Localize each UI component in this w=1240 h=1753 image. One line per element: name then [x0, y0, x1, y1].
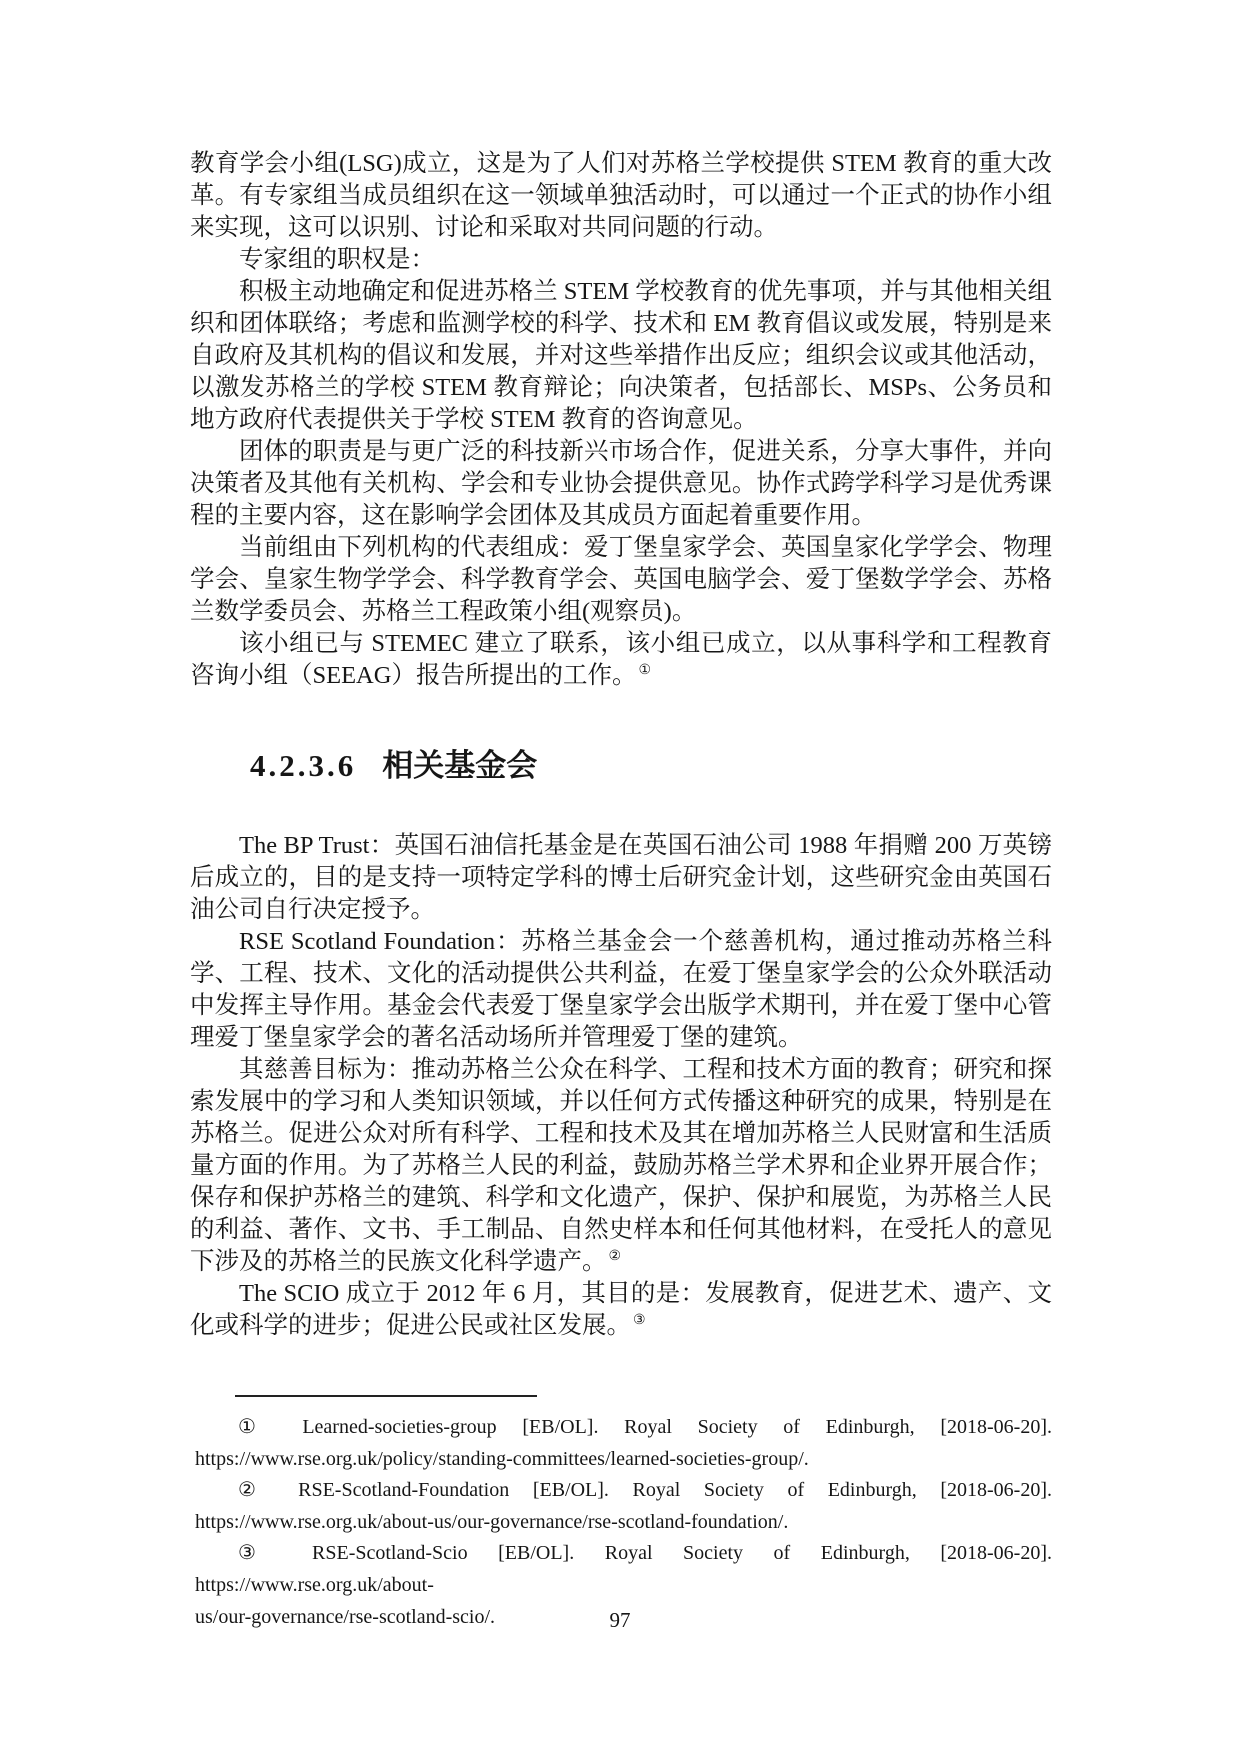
- footnote-separator: [235, 1395, 537, 1397]
- paragraph-text: 教育学会小组(LSG)成立，这是为了人们对苏格兰学校提供 STEM 教育的重大改革。有专家组当成员组织在这一领域单独活动时，可以通过一个正式的协作小组来实现，这可以识别、讨论和采取对共同问题的行动。: [190, 150, 1052, 241]
- section-heading: [190, 745, 1052, 787]
- footnote-citation: Learned-societies-group [EB/OL]. Royal Society of Edinburgh, [2018-06-20].: [302, 1416, 1052, 1438]
- paragraph-text: 其慈善目标为：推动苏格兰公众在科学、工程和技术方面的教育；研究和探索发展中的学习和人类知识领域，并以任何方式传播这种研究的成果，特别是在苏格兰。促进公众对所有科学、工程和技术及其在增加苏格兰人民财富和生活质量方面的作用。为了苏格兰人民的利益，鼓励苏格兰学术界和企业界开展合作；保存和保护苏格兰的建筑、科学和文化遗产，保护、保护和展览，为苏格兰人民的利益、著作、文书、手工制品、自然史样本和任何其他材料，在受托人的意见下涉及的苏格兰的民族文化科学遗产。: [190, 1056, 1052, 1275]
- paragraph-text: 专家组的职权是：: [239, 246, 435, 273]
- paragraph: [190, 1054, 1052, 1278]
- footnote-marker-1: ①: [238, 1416, 277, 1438]
- footnotes: [195, 1412, 1052, 1633]
- paragraph: [190, 436, 1052, 532]
- paragraph-text: The BP Trust：英国石油信托基金是在英国石油公司 1988 年捐赠 200 万英镑后成立的，目的是支持一项特定学科的博士后研究金计划，这些研究金由英国石油公司自行决定授予。: [190, 832, 1052, 923]
- paragraph: [190, 276, 1052, 436]
- paragraph: [190, 830, 1052, 926]
- body-text: [190, 148, 1052, 1342]
- paragraph: [190, 1278, 1052, 1342]
- footnote-ref-1: ①: [638, 662, 652, 678]
- paragraph: [190, 628, 1052, 692]
- footnote-marker-2: ②: [238, 1479, 275, 1502]
- footnote-item-3: [195, 1538, 1052, 1601]
- footnote-citation: RSE-Scotland-Scio [EB/OL]. Royal Society of Edinburgh, [2018-06-20]. https://www.rse.org.uk/about-: [195, 1542, 1053, 1596]
- page-number: 97: [609, 1608, 631, 1632]
- footnote-marker-3: ③: [238, 1542, 282, 1565]
- footnote-item-3-url: us/our-governance/rse-scotland-scio/.: [195, 1605, 496, 1628]
- footnote-item-1: [195, 1412, 1052, 1444]
- paragraph-text: 该小组已与 STEMEC 建立了联系，该小组已成立，以从事科学和工程教育咨询小组（SEEAG）报告所提出的工作。: [190, 630, 1052, 689]
- footnote-ref-3: ③: [633, 1312, 646, 1328]
- paragraph: [190, 148, 1052, 244]
- footnote-citation: RSE-Scotland-Foundation [EB/OL]. Royal Society of Edinburgh, [2018-06-20].: [298, 1479, 1052, 1502]
- footnote-item-2: [195, 1475, 1052, 1507]
- paragraph-text: 当前组由下列机构的代表组成：爱丁堡皇家学会、英国皇家化学学会、物理学会、皇家生物学学会、科学教育学会、英国电脑学会、爱丁堡数学学会、苏格兰数学委员会、苏格兰工程政策小组(观察员)。: [190, 534, 1052, 625]
- footnote-ref-2: ②: [608, 1248, 622, 1264]
- paragraph-text: RSE Scotland Foundation：苏格兰基金会一个慈善机构，通过推动苏格兰科学、工程、技术、文化的活动提供公共利益，在爱丁堡皇家学会的公众外联活动中发挥主导作用。基金会代表爱丁堡皇家学会出版学术期刊，并在爱丁堡中心管理爱丁堡皇家学会的著名活动场所并管理爱丁堡的建筑。: [190, 928, 1052, 1051]
- paragraph: [190, 532, 1052, 628]
- footnote-item-1-url: https://www.rse.org.uk/policy/standing-committees/learned-societies-group/.: [195, 1447, 809, 1470]
- footnote-item-2-url: https://www.rse.org.uk/about-us/our-governance/rse-scotland-foundation/.: [195, 1510, 789, 1533]
- paragraph: [190, 926, 1052, 1054]
- paragraph-text: The SCIO 成立于 2012 年 6 月，其目的是：发展教育，促进艺术、遗产、文化或科学的进步；促进公民或社区发展。: [190, 1280, 1052, 1339]
- paragraph: [190, 244, 1052, 276]
- paragraph-text: 积极主动地确定和促进苏格兰 STEM 学校教育的优先事项，并与其他相关组织和团体联络；考虑和监测学校的科学、技术和 EM 教育倡议或发展，特别是来自政府及其机构的倡议和发展，并对这些举措作出反应；组织会议或其他活动，以激发苏格兰的学校 STEM 教育辩论；向决策者，包括部长、MSPs、公务员和地方政府代表提供关于学校 STEM 教育的咨询意见。: [190, 278, 1052, 433]
- section-title: 相关基金会: [382, 748, 538, 783]
- paragraph-text: 团体的职责是与更广泛的科技新兴市场合作，促进关系，分享大事件，并向决策者及其他有关机构、学会和专业协会提供意见。协作式跨学科学习是优秀课程的主要内容，这在影响学会团体及其成员方面起着重要作用。: [190, 438, 1052, 529]
- section-number: 4.2.3.6: [250, 748, 357, 783]
